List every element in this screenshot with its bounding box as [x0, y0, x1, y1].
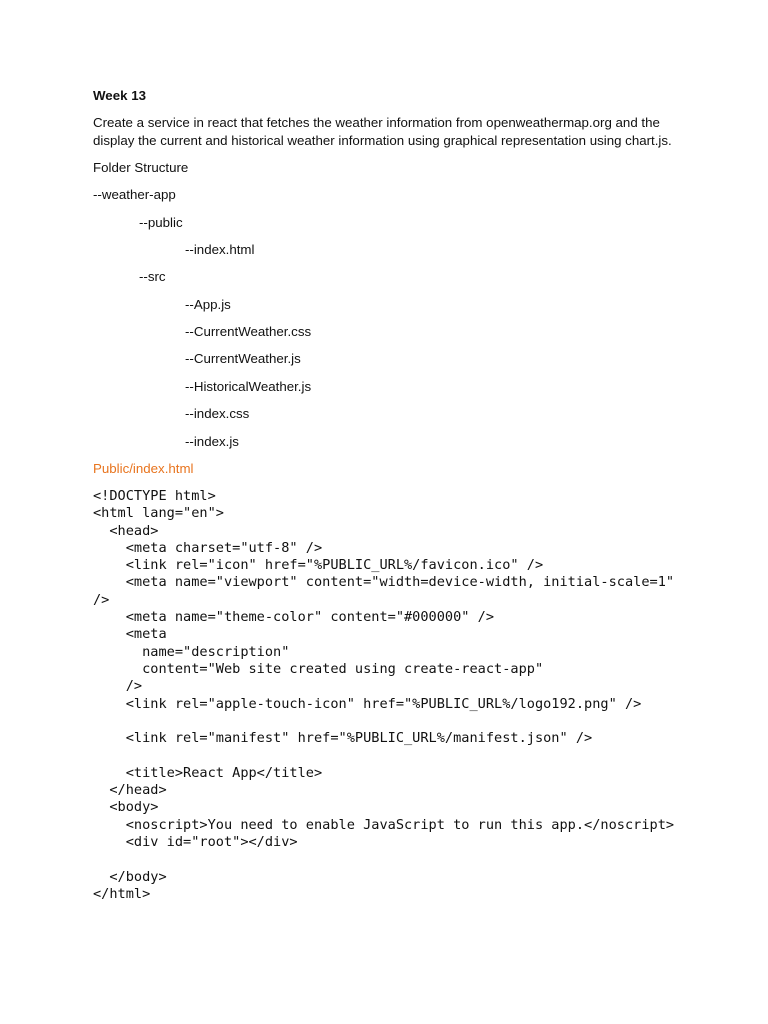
- tree-file: --index.html: [185, 242, 255, 257]
- folder-structure-label: Folder Structure: [93, 160, 189, 175]
- tree-dir-public: --public: [139, 215, 183, 230]
- page-heading: Week 13: [93, 88, 146, 103]
- tree-file: --index.css: [185, 406, 250, 421]
- task-description: Create a service in react that fetches the weather information from openweathermap.org and the display the current and historical weather information using graphical representation using chart.js.: [93, 115, 672, 148]
- tree-dir-src: --src: [139, 269, 166, 284]
- tree-root: --weather-app: [93, 187, 176, 202]
- code-block: <!DOCTYPE html> <html lang="en"> <head> <meta charset="utf-8" /> <link rel="icon" href="%PUBLIC_URL%/favicon.ico" /> <meta name="viewport" content="width=device-width, initial-scale=1" /> <meta name="theme-color" content="#000000" /> <meta name="description" content="Web site created using create-react-app" /> <link rel="apple-touch-icon" href="%PUBLIC_URL%/logo192.png" /> <link rel="manifest" href="%PUBLIC_URL%/manifest.json" /> <title>React App</title> </head> <body> <noscript>You need to enable JavaScript to run this app.</noscript> <div id="root"></div> </body> </html>: [93, 488, 675, 902]
- tree-file: --CurrentWeather.css: [185, 324, 312, 339]
- tree-file: --index.js: [185, 434, 239, 449]
- section-title: Public/index.html: [93, 461, 194, 476]
- tree-file: --HistoricalWeather.js: [185, 379, 312, 394]
- tree-file: --CurrentWeather.js: [185, 351, 301, 366]
- tree-file: --App.js: [185, 297, 231, 312]
